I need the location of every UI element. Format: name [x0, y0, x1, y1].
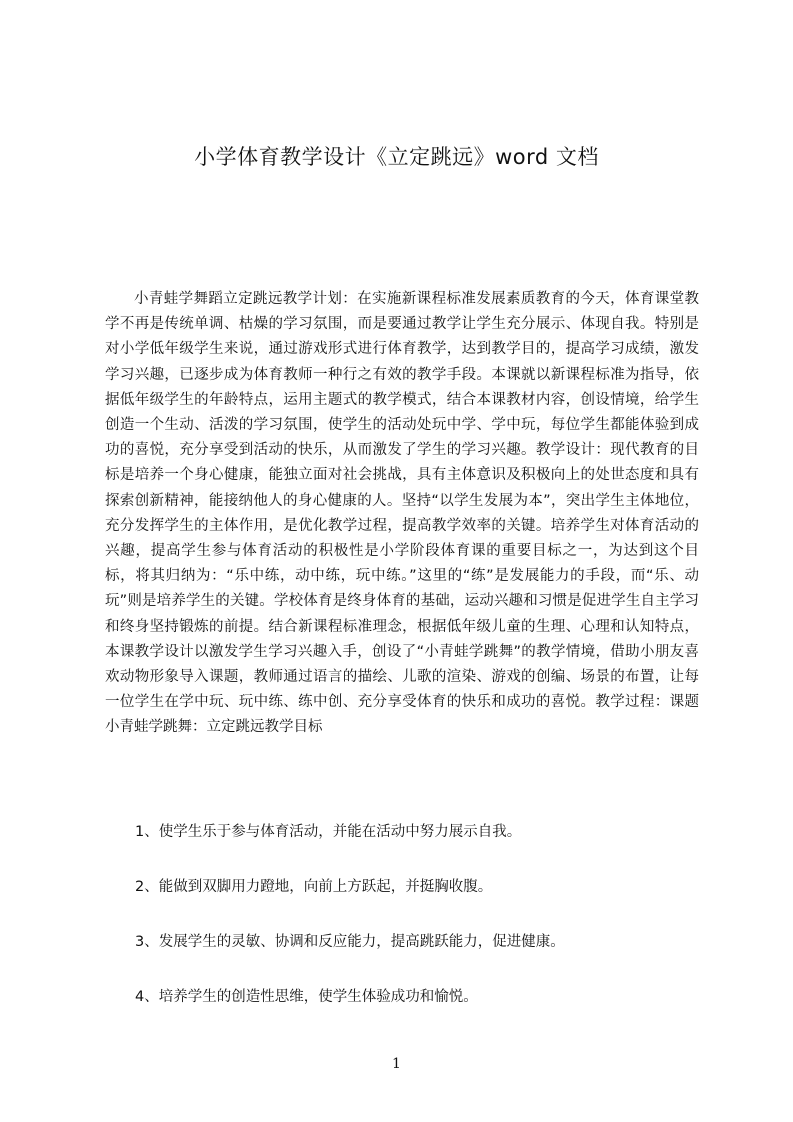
page-number: 1	[392, 1056, 401, 1072]
objective-item-1: 1、使学生乐于参与体育活动，并能在活动中努力展示自我。	[135, 824, 522, 840]
objective-item-3: 3、发展学生的灵敏、协调和反应能力，提高跳跃能力，促进健康。	[135, 934, 565, 950]
body-paragraph: 小青蛙学舞蹈立定跳远教学计划：在实施新课程标准发展素质教育的今天，体育课堂教学不再是传统单调、枯燥的学习氛围，而是要通过教学让学生充分展示、体现自我。特别是对小学低年级学生来说，通过游戏形式进行体育教学，达到教学目的，提高学习成绩，激发学习兴趣，已逐步成为体育教师一种行之有效的教学手段。本课就以新课程标准为指导，依据低年级学生的年龄特点，运用主题式的教学模式，结合本课教材内容，创设情境，给学生创造一个生动、活泼的学习氛围，使学生的活动处玩中学、学中玩，每位学生都能体验到成功的喜悦，充分享受到活动的快乐，从而激发了学生的学习兴趣。教学设计：现代教育的目标是培养一个身心健康，能独立面对社会挑战，具有主体意识及积极向上的处世态度和具有探索创新精神，能接纳他人的身心健康的人。坚持“以学生发展为本”，突出学生主体地位，充分发挥学生的主体作用，是优化教学过程，提高教学效率的关键。培养学生对体育活动的兴趣，提高学生参与体育活动的积极性是小学阶段体育课的重要目标之一，为达到这个目标，将其归纳为：“乐中练，动中练，玩中练。”这里的“练”是发展能力的手段，而“乐、动玩”则是培养学生的关键。学校体育是终身体育的基础，运动兴趣和习惯是促进学生自主学习和终身坚持锻炼的前提。结合新课程标准理念，根据低年级儿童的生理、心理和认知特点，本课教学设计以激发学生学习兴趣入手，创设了“小青蛙学跳舞”的教学情境，借助小朋友喜欢动物形象导入课题，教师通过语言的描绘、儿歌的渲染、游戏的创编、场景的布置，让每一位学生在学中玩、玩中练、练中创、充分享受体育的快乐和成功的喜悦。教学过程：课题小青蛙学跳舞：立定跳远教学目标	[105, 291, 699, 736]
objective-item-2: 2、能做到双脚用力蹬地，向前上方跃起，并挺胸收腹。	[135, 879, 493, 895]
document-title: 小学体育教学设计《立定跳远》word 文档	[194, 145, 599, 169]
objective-item-4: 4、培养学生的创造性思维，使学生体验成功和愉悦。	[135, 989, 478, 1005]
